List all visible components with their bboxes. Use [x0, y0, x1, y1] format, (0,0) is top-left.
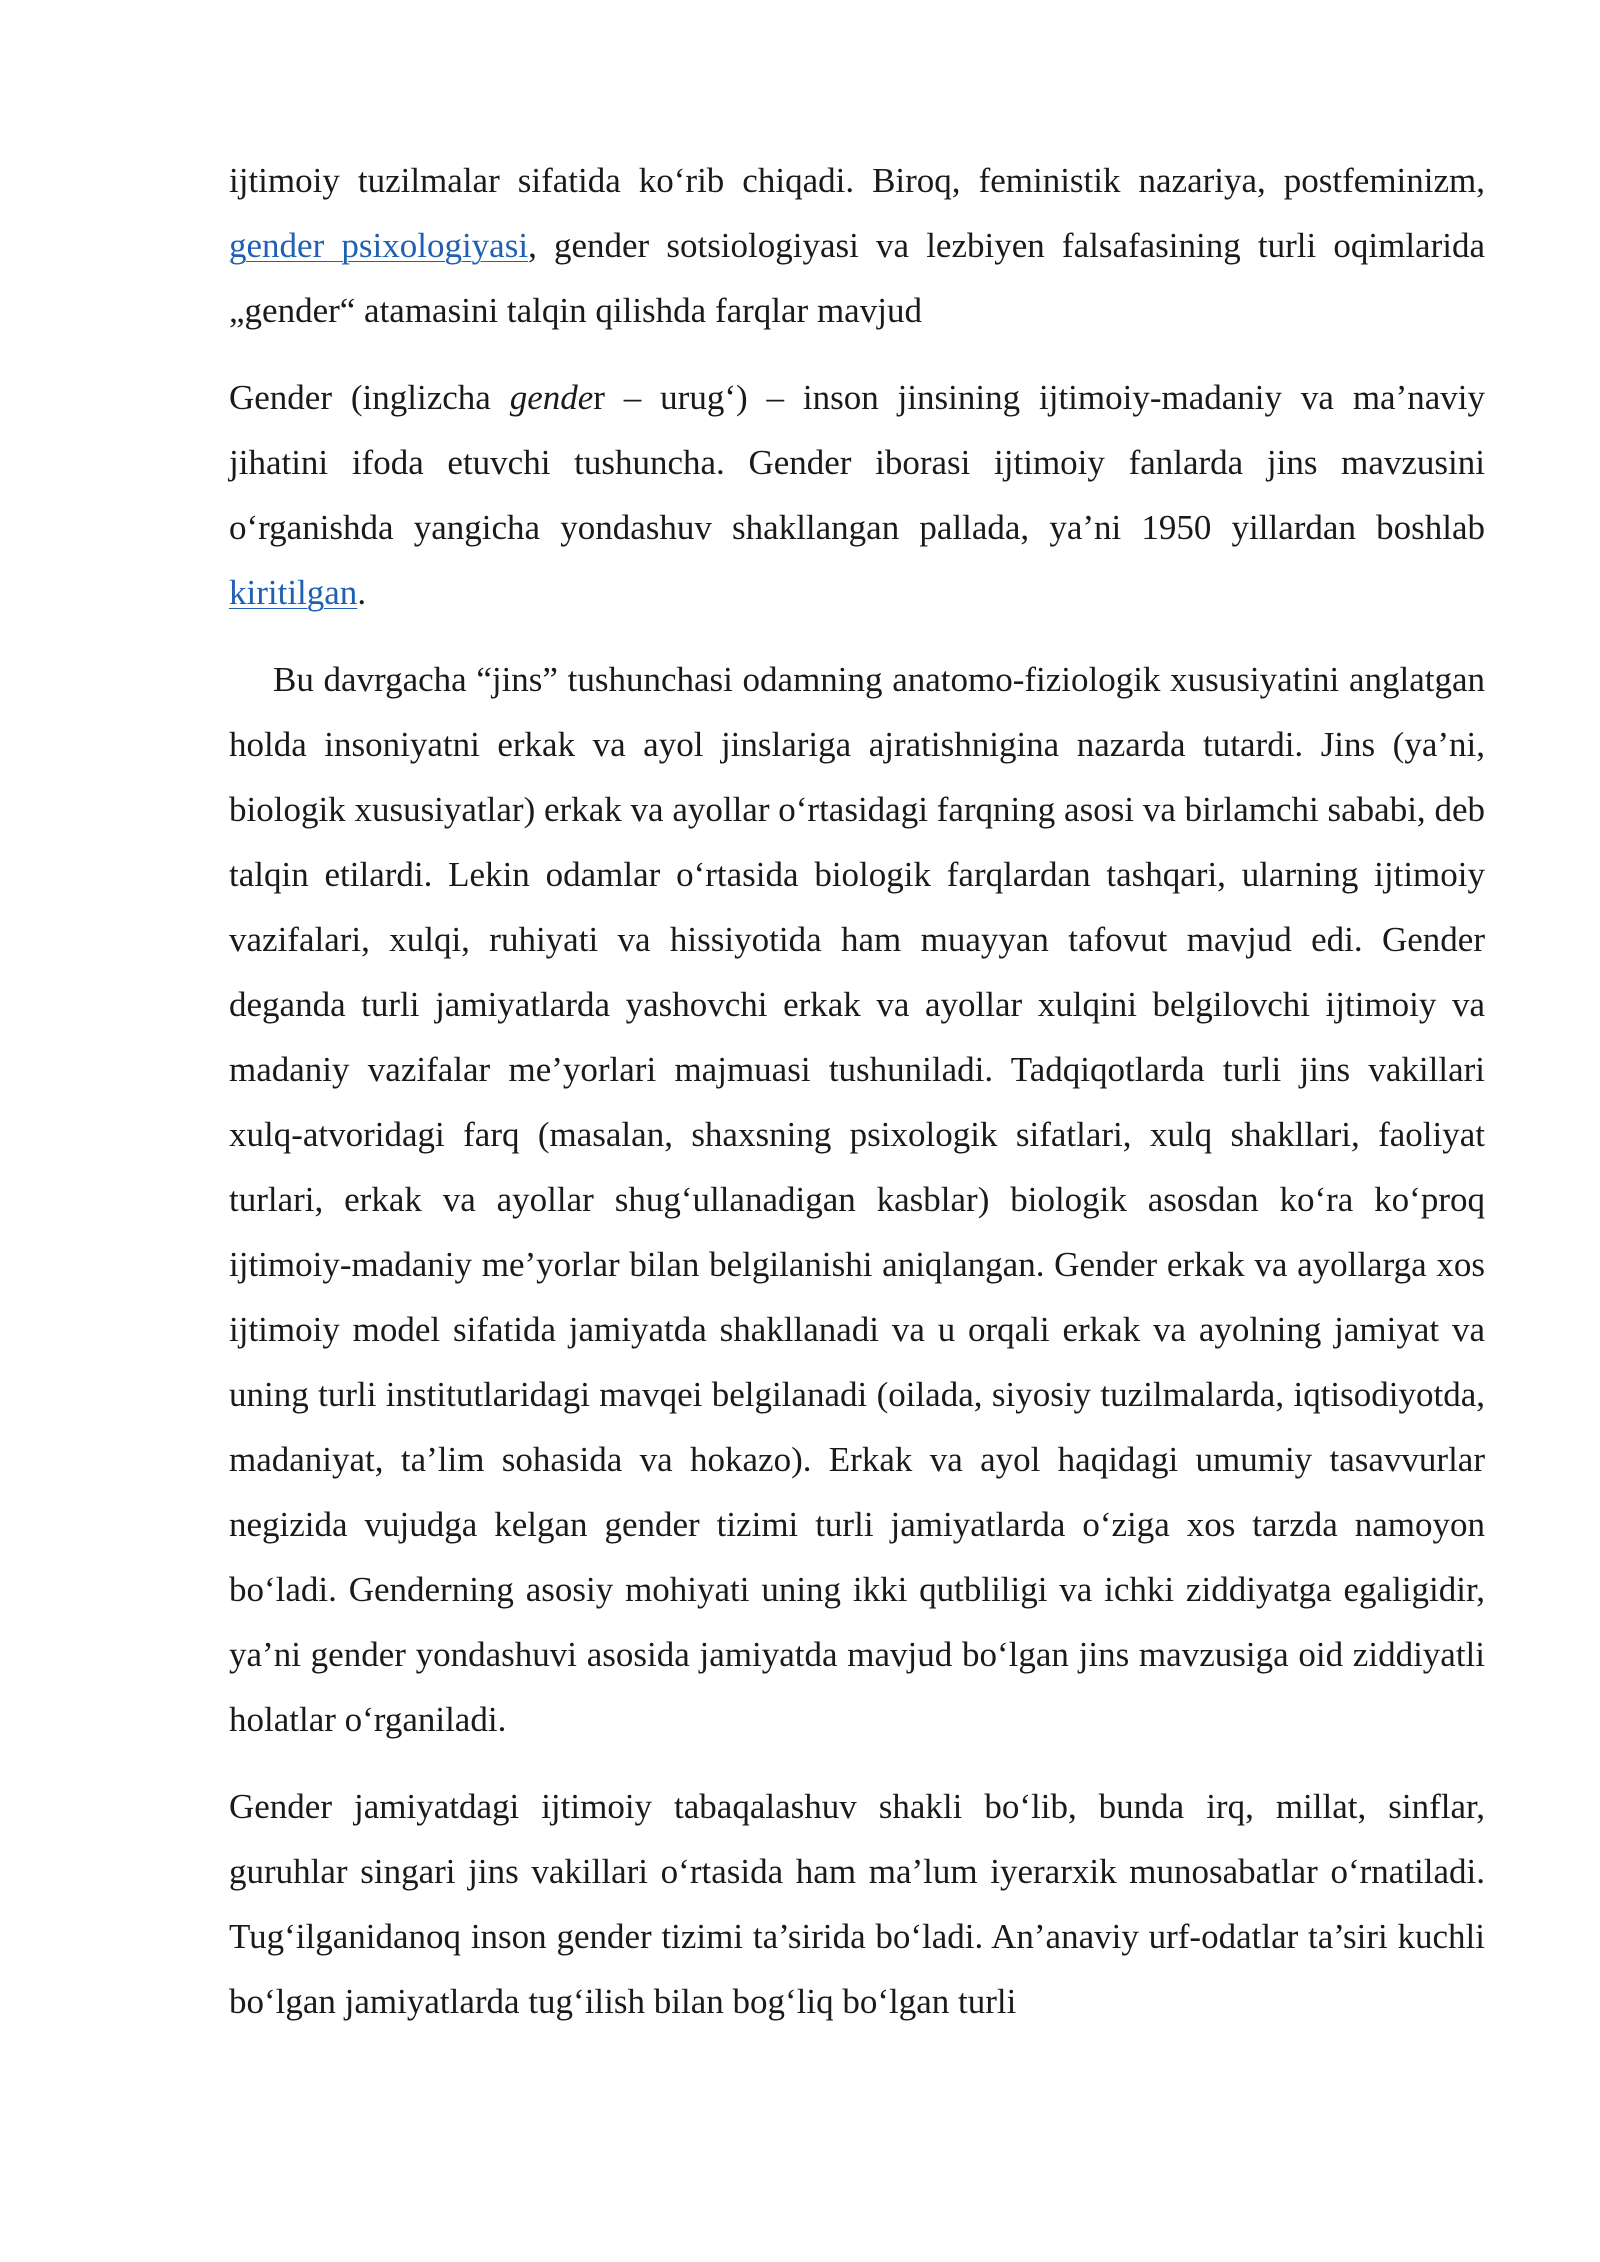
paragraph-2-italic-word: gende	[509, 378, 594, 417]
paragraph-2	[229, 365, 1485, 625]
paragraph-1	[229, 148, 1485, 343]
paragraph-3: Bu davrgacha “jins” tushunchasi odamning anatomo-fiziologik xususiyatini anglatgan holda insoniyatni erkak va ayol jinslariga ajratishnigina nazarda tutardi. Jins (ya’ni, biologik xususiyatlar) erkak va ayollar o‘rtasidagi farqning asosi va birlamchi sababi, deb talqin etilardi. Lekin odamlar o‘rtasida biologik farqlardan tashqari, ularning ijtimoiy vazifalari, xulqi, ruhiyati va hissiyotida ham muayyan tafovut mavjud edi. Gender deganda turli jamiyatlarda yashovchi erkak va ayollar xulqini belgilovchi ijtimoiy va madaniy vazifalar me’yorlari majmuasi tushuniladi. Tadqiqotlarda turli jins vakillari xulq-atvoridagi farq (masalan, shaxsning psixologik sifatlari, xulq shakllari, faoliyat turlari, erkak va ayollar shug‘ullanadigan kasblar) biologik asosdan ko‘ra ko‘proq ijtimoiy-madaniy me’yorlar bilan belgilanishi aniqlangan. Gender erkak va ayollarga xos ijtimoiy model sifatida jamiyatda shakllanadi va u orqali erkak va ayolning jamiyat va uning turli institutlaridagi mavqei belgilanadi (oilada, siyosiy tuzilmalarda, iqtisodiyotda, madaniyat, ta’lim sohasida va hokazo). Erkak va ayol haqidagi umumiy tasavvurlar negizida vujudga kelgan gender tizimi turli jamiyatlarda o‘ziga xos tarzda namoyon bo‘ladi. Genderning asosiy mohiyati uning ikki qutbliligi va ichki ziddiyatga egaligidir, ya’ni gender yondashuvi asosida jamiyatda mavjud bo‘lgan jins mavzusiga oid ziddiyatli holatlar o‘rganiladi.	[229, 660, 1485, 1739]
paragraph-4: Gender jamiyatdagi ijtimoiy tabaqalashuv shakli bo‘lib, bunda irq, millat, sinflar, guruhlar singari jins vakillari o‘rtasida ham ma’lum iyerarxik munosabatlar o‘rnatiladi. Tug‘ilganidanoq inson gender tizimi ta’sirida bo‘ladi. An’anaviy urf-odatlar ta’siri kuchli bo‘lgan jamiyatlarda tug‘ilish bilan bog‘liq bo‘lgan turli	[229, 1787, 1485, 2021]
paragraph-1-text-start: ijtimoiy tuzilmalar sifatida ko‘rib chiqadi. Biroq, feministik nazariya, postfeminizm,	[229, 161, 1485, 200]
link-kiritilgan[interactable]: kiritilgan	[229, 573, 358, 612]
document-page	[229, 148, 1485, 2056]
paragraph-1-text-end: , gender sotsiologiyasi va lezbiyen falsafasining turli oqimlarida „gender“ atamasini talqin qilishda farqlar mavjud	[229, 226, 1485, 330]
paragraph-2-text-start: Gender (inglizcha	[229, 378, 510, 417]
link-gender-psixologiyasi[interactable]: gender psixologiyasi	[229, 226, 529, 265]
paragraph-2-text-middle: r – urug‘) – inson jinsining ijtimoiy-madaniy va ma’naviy jihatini ifoda etuvchi tushuncha. Gender iborasi ijtimoiy fanlarda jins mavzusini o‘rganishda yangicha yondashuv shakllangan pallada, ya’ni 1950 yillardan boshlab	[229, 378, 1485, 547]
paragraph-2-text-end: .	[357, 573, 367, 612]
